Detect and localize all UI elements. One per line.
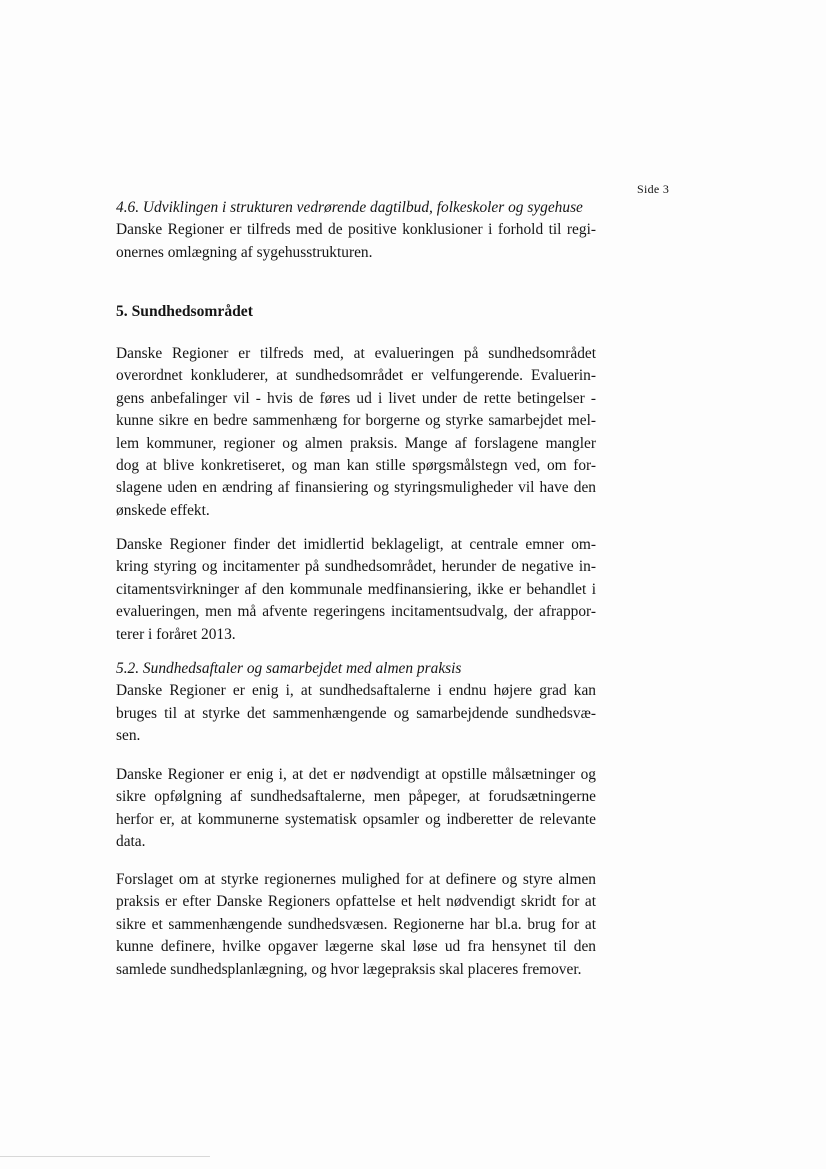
paragraph-line: Danske Regioner er enig i, at det er nødvendigt at opstille målsætninger og [116,766,596,783]
paragraph-line: kunne sikre en bedre sammenhæng for borgerne og styrke samarbejdet mel- [116,412,596,430]
paragraph-line: kunne definere, hvilke opgaver lægerne skal løse ud fra hensynet til den [116,938,596,956]
paragraph-line: kring styring og incitamenter på sundhedsområdet, herunder de negative in- [116,558,596,576]
section-5-2 [116,658,596,748]
paragraph-line: gens anbefalinger vil - hvis de føres ud i livet under de rette betingelser - [116,389,596,407]
paragraph-line: bruges til at styrke det sammenhængende og samarbejdende sundhedsvæ- [116,704,596,722]
scan-edge-divider [0,1156,210,1157]
section-4-6-line-1: Danske Regioner er tilfreds med de positive konklusioner i forhold til regi- [116,221,596,239]
paragraph-line: herfor er, at kommunerne systematisk opsamler og indberetter de relevante [116,810,596,828]
section-4-6-line-2: onernes omlægning af sygehusstrukturen. [116,243,373,261]
paragraph-line: Danske Regioner er tilfreds med, at evalueringen på sundhedsområdet [116,345,596,362]
paragraph-line: sen. [116,727,141,745]
section-4-6 [116,197,596,264]
section-5-2-paragraph-3 [116,869,596,981]
paragraph-line: citamentsvirkninger af den kommunale medfinansiering, ikke er behandlet i [116,580,596,598]
paragraph-line: sikre opfølgning af sundhedsaftalerne, men påpeger, at forudsætningerne [116,788,596,806]
section-5-2-heading: 5.2. Sundhedsaftaler og samarbejdet med almen praksis [116,660,462,677]
paragraph-line: slagene uden en ændring af finansiering og styringsmuligheder vil have den [116,479,596,497]
paragraph-line: Danske Regioner finder det imidlertid beklageligt, at centrale emner om- [116,536,596,553]
paragraph-line: ønskede effekt. [116,501,210,519]
paragraph-line: sikre et sammenhængende sundhedsvæsen. Regionerne har bl.a. brug for at [116,915,596,933]
section-5-2-paragraph-2 [116,764,596,854]
paragraph-line: data. [116,833,146,851]
page-number: Side 3 [637,182,670,196]
section-5-heading-block [116,301,596,323]
paragraph-line: lem kommuner, regioner og almen praksis. Mange af forslagene mangler [116,434,596,452]
paragraph-line: samlede sundhedsplanlægning, og hvor lægepraksis skal placeres fremover. [116,960,582,978]
paragraph-line: evalueringen, men må afvente regeringens incitamentsudvalg, der afrappor- [116,603,596,621]
section-5-paragraph-1 [116,343,596,522]
section-4-6-heading: 4.6. Udviklingen i strukturen vedrørende dagtilbud, folkeskoler og sygehuse [116,199,583,216]
paragraph-line: overordnet konkluderer, at sundhedsområdet er velfungerende. Evaluerin- [116,367,596,385]
paragraph-line: Forslaget om at styrke regionernes mulighed for at definere og styre almen [116,871,596,888]
paragraph-line: Danske Regioner er enig i, at sundhedsaftalerne i endnu højere grad kan [116,682,596,700]
section-5-paragraph-2 [116,534,596,646]
paragraph-line: praksis er efter Danske Regioners opfattelse et helt nødvendigt skridt for at [116,893,596,911]
paragraph-line: dog at blive konkretiseret, og man kan stille spørgsmålstegn ved, om for- [116,457,596,475]
section-5-heading: 5. Sundhedsområdet [116,303,253,320]
paragraph-line: terer i foråret 2013. [116,625,236,643]
